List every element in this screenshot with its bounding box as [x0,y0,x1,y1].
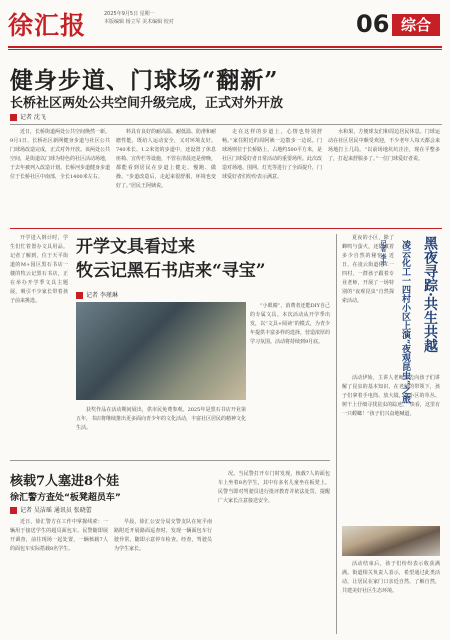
article2-column-2: “小眼睛”，消费者还能DIY自己的专属文具。本次活动从开学季出发，以“文具+阅读”的模式，为青少年提供丰富多样的选择，营造浓厚的学习氛围。活动将持续到9月底。 [250,303,330,345]
article4-column-1: 夏夜的小区，除了蝉鸣与萤火，还隐藏着多少自然的秘密？近日，在凌云街道化工一四村，一群孩子跟着专业老师，开展了一场特别的“夜观昆虫”自然探索活动。 [342,235,394,304]
section-label: 综合 [392,14,440,36]
article2-headline-line2: 牧云记黑石书店来“寻宝” [76,261,266,281]
article2-column-1: 开学进入倒计时，学生们忙着置办文具用品。记者了解到，位于天平街道的M+园区黑石书店一楼的牧云记黑石书店，正在举办开学季文具主题展，吸引不少家长带着孩子前来挑选。 [10,235,68,304]
article2-photo-stationery [76,302,246,400]
article1-column-1: 近日，长桥街道两处公共空间焕然一新。9月1日，长桥社区新网健身步道与社区公共门球场改造完成，正式对外开放。该两处公共空间，是街道以门球为特色的社区活动场地，于去年被列入改造计划。长桥河步道健身步道位于长桥社区中南部，全长1400米左右。 [10,129,110,180]
masthead-rule [8,46,442,48]
article1-column-2: 料具有良好的耐高温、耐低温、防滑和耐磨性能，既给人运动安全，又对环境友好。740米长、1.2米宽的步道中，还设置了休息座椅、宣传栏等设施，不管在清晨还是傍晚，都能看到居民在步道上健走、慢跑、做操。“步道改造后，走起来很舒服，环境也变好了。”居民王阿姨说。 [116,129,216,189]
article1-headline: 健身步道、门球场“翻新” [10,67,279,94]
article3-top-divider [10,460,330,461]
article3-column-1: 近日，徐汇警方在工作中掌握线索：一辆用于接送学生的超员面包车。民警随即展开调查，前往现场一起处置，一辆核载7人的面包车实际搭载8名学生。 [10,519,108,552]
byline-marker-icon [10,114,17,121]
article4-photo-insects [342,526,440,556]
article4-column-3: 活动结束后，孩子们纷纷表示收获满满。街道相关负责人表示，希望通过此类活动，让居民在家门口亲近自然、了解自然，共建美好社区生态环境。 [342,561,440,594]
article1-byline: 记者 沈飞 [10,112,46,121]
article3-column-2: 早晨，徐汇公安分局交警支队在宛平南路附近开展路面巡查时，发现一辆面包车行驶异常，随即示意停车检查。经查，驾驶员为学生家长。 [114,519,212,552]
article2-headline-line1: 开学文具看过来 [76,237,195,257]
article-separator [10,228,442,229]
article1-column-3: 走在这样的步道上，心情也特别舒畅。”家住附近的周阿姨一边散步一边说。门球场则位于长桥路上，占地约500平方米，是社区门球爱好者日常活动的重要场所。此次改造对场地、围网、灯光等进行了全面提升，门球爱好者们纷纷表示满意。 [222,129,322,180]
article2-byline: 记者 李瑾琳 [76,290,118,299]
dateline [104,10,174,26]
article3-byline: 记者 吴洁瑶 通讯员 张晓蕾 [10,505,92,514]
masthead [8,4,442,44]
article1-divider [10,124,442,125]
byline-marker-icon [76,292,83,299]
article3-subheadline: 徐汇警方查处“板凳超员车” [10,493,121,503]
article3-column-3: 况。当民警打开车门时发现，核载7人的面包车上坐着8名学生，其中有多名儿童坐在板凳上。民警当即对驾驶员进行批评教育并依法处罚，提醒广大家长注意接送安全。 [218,471,330,504]
page-number: 06 [356,10,390,38]
article4-byline: 记者 李丰 [379,240,386,267]
article4-subheadline: 凌云化工一四村小区上演“夜观昆虫”之旅 [400,240,410,404]
editor-credits: 本版编辑 杨立军 美术编辑 校对 [104,19,174,25]
newspaper-logo: 徐汇报 [8,11,87,40]
byline-marker-icon [10,507,17,514]
article4-column-2: 活动伊始，主讲人老师首先向孩子们讲解了昆虫的基本知识，在老师的带领下，孩子们拿着手电筒、放大镜，在小区的草丛、树干上仔细寻找昆虫的踪迹。“快看，这里有一只螳螂！”孩子们兴奋地喊道。 [342,375,440,417]
article4-headline: 黑夜寻踪·共生共越 [422,236,438,353]
issue-date: 2025年9月5日 星期一 [104,11,155,17]
masthead-rule-thin [8,49,442,50]
article3-headline: 核载7人塞进8个娃 [10,474,120,489]
article2-column-3: 获奖作品在活动期间展出，供市民免费参观。2025年是黑石书店开业第五年，书店将继续推出更多面向青少年的文化活动，丰富社区居民的精神文化生活。 [76,407,246,431]
article1-subheadline: 长桥社区两处公共空间升级完成，正式对外开放 [10,96,284,111]
article1-column-4: 水和果，方便球友们和周边居民休息。门球运动在社区居民中颇受欢迎，不少老年人每天都会来场地打上几局。“以前场地坑坑洼洼，现在平整多了，打起来舒服多了。”一位门球爱好者说。 [328,129,440,162]
right-column-divider [336,234,337,634]
